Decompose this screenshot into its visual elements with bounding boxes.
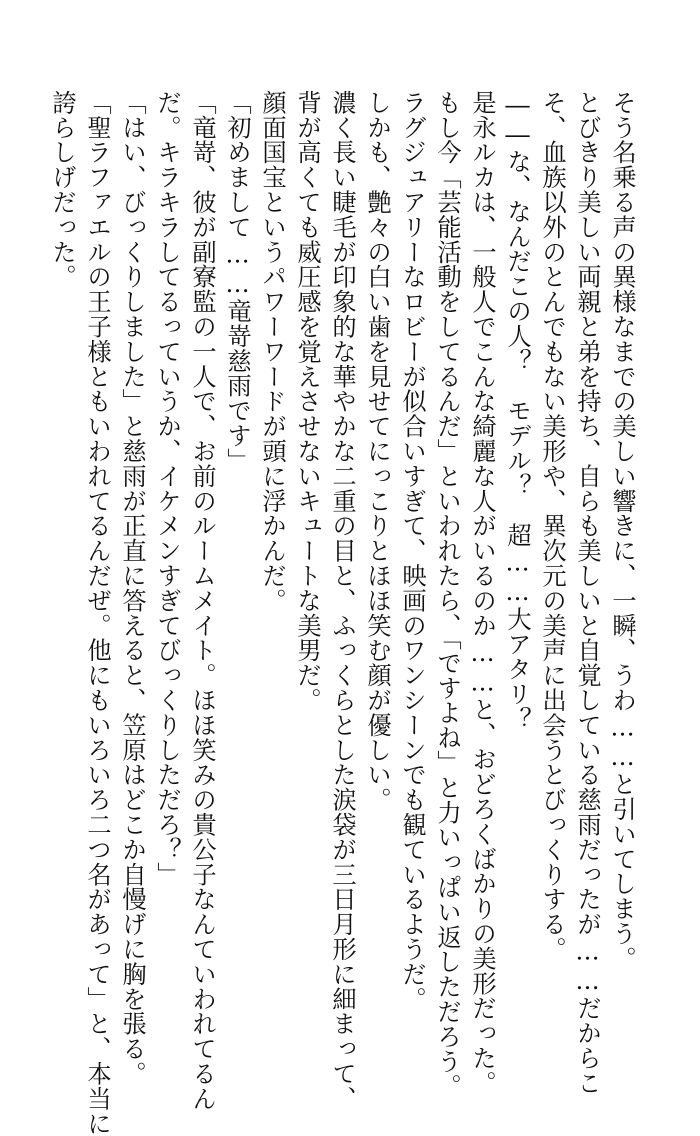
text-line: とびきり美しい両親と弟を持ち、自らも美しいと自覚している慈雨だったが……だからこ xyxy=(573,90,602,1096)
text-line: 濃く長い睫毛が印象的な華やかな二重の目と、ふっくらとした涙袋が三日月形に細まって、 xyxy=(328,90,357,1111)
text-line: ラグジュアリーなロビーが似合いすぎて、映画のワンシーンでも観ているようだ。 xyxy=(398,90,427,1012)
text-line: しかも、艶々の白い歯を見せてにっこりとほほ笑む顔が優しい。 xyxy=(363,90,392,813)
text-line: 背が高くても威圧感を覚えさせないキュートな美男だ。 xyxy=(293,90,322,713)
text-line: 誇らしげだった。 xyxy=(48,90,77,290)
text-line: 「初めまして……竜嵜慈雨です」 xyxy=(223,90,252,473)
text-line: 顔面国宝というパワーワードが頭に浮かんだ。 xyxy=(258,90,287,613)
text-line: 「聖ラファエルの王子様ともいわれてるんだぜ。他にもいろいろ二つ名があって」と、本当に xyxy=(83,90,112,1136)
text-line: だ。キラキラしてるっていうか、イケメンすぎてびっくりしただろ？」 xyxy=(153,90,182,887)
text-line: 「竜嵜、彼が副寮監の一人で、お前のルームメイト。ほほ笑みの貴公子なんていわれてるん xyxy=(188,90,217,1111)
text-line: もし今「芸能活動をしてるんだ」といわれたら、「ですよね」と力いっぱい返しただろう。 xyxy=(433,90,462,1099)
text-line: そ、血族以外のとんでもない美形や、異次元の美声に出会うとびっくりする。 xyxy=(538,90,567,962)
text-line: 「はい、びっくりしました」と慈雨が正直に答えると、笠原はどこか自慢げに胸を張る。 xyxy=(118,90,147,1086)
text-line: 是永ルカは、一般人でこんな綺麗な人がいるのか……と、おどろくばかりの美形だった。 xyxy=(468,90,497,1096)
text-line: ――な、なんだこの人？ モデル？ 超……大アタリ？ xyxy=(503,90,532,732)
vertical-text-block xyxy=(45,90,640,1136)
text-line: そう名乗る声の異様なまでの美しい響きに、一瞬、うわ……と引いてしまう。 xyxy=(608,90,637,971)
